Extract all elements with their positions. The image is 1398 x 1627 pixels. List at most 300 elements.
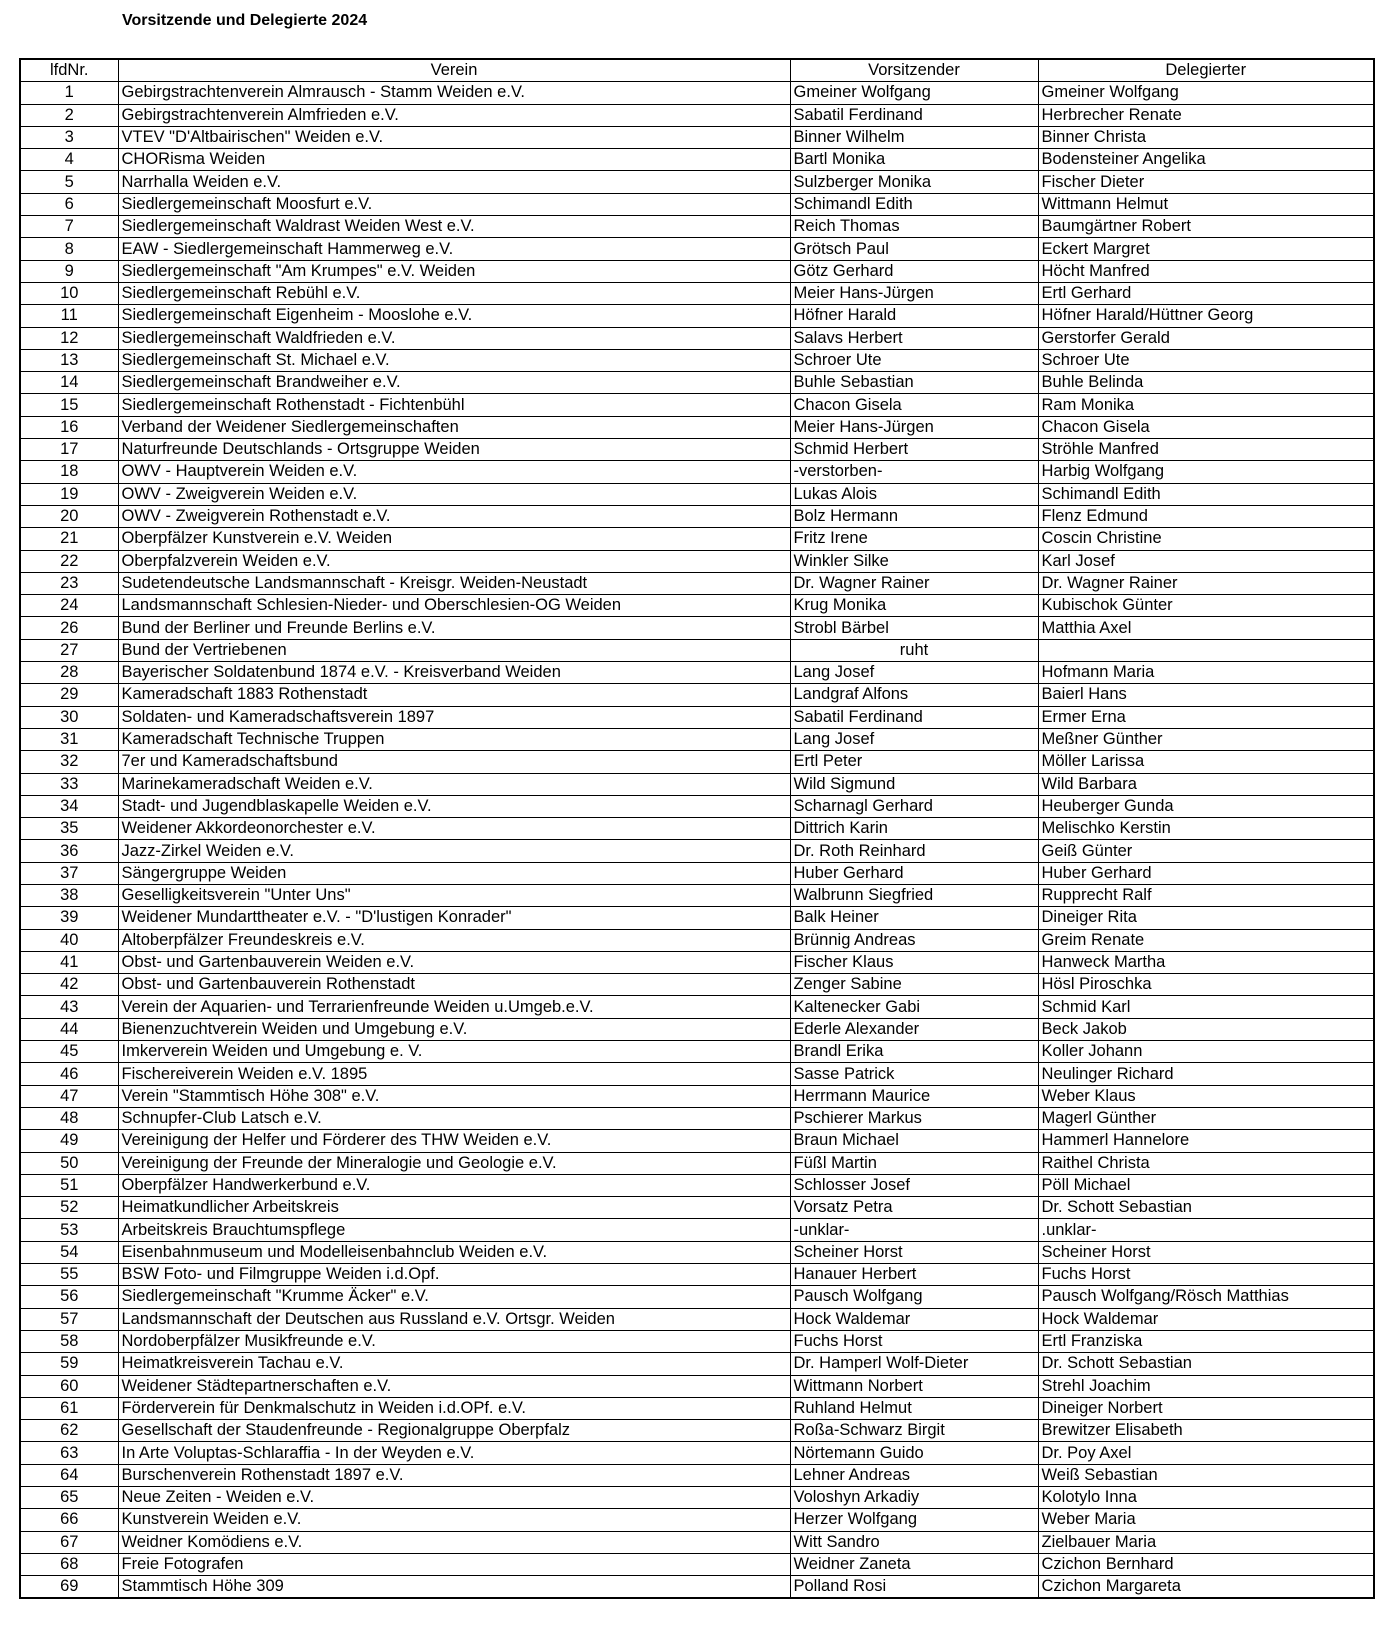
cell-delegierter: Geiß Günter [1038, 840, 1374, 862]
cell-verein: Gesellschaft der Staudenfreunde - Regionalgruppe Oberpfalz [118, 1420, 790, 1442]
cell-vorsitzender: Chacon Gisela [790, 394, 1038, 416]
cell-delegierter: Fischer Dieter [1038, 171, 1374, 193]
cell-verein: Weidener Akkordeonorchester e.V. [118, 818, 790, 840]
table-row [20, 1197, 1374, 1219]
cell-vorsitzender: ruht [790, 639, 1038, 661]
cell-nr: 42 [20, 974, 118, 996]
cell-delegierter: Kolotylo Inna [1038, 1487, 1374, 1509]
cell-delegierter: Kubischok Günter [1038, 595, 1374, 617]
cell-verein: Förderverein für Denkmalschutz in Weiden i.d.OPf. e.V. [118, 1397, 790, 1419]
cell-nr: 61 [20, 1397, 118, 1419]
table-row [20, 1219, 1374, 1241]
cell-nr: 18 [20, 461, 118, 483]
cell-verein: VTEV "D'Altbairischen" Weiden e.V. [118, 126, 790, 148]
table-row [20, 305, 1374, 327]
table-row [20, 282, 1374, 304]
cell-verein: Bund der Berliner und Freunde Berlins e.V. [118, 617, 790, 639]
table-row [20, 439, 1374, 461]
cell-vorsitzender: Huber Gerhard [790, 862, 1038, 884]
cell-delegierter: Eckert Margret [1038, 238, 1374, 260]
cell-nr: 64 [20, 1464, 118, 1486]
cell-nr: 65 [20, 1487, 118, 1509]
table-row [20, 1442, 1374, 1464]
cell-delegierter: Raithel Christa [1038, 1152, 1374, 1174]
cell-verein: Arbeitskreis Brauchtumspflege [118, 1219, 790, 1241]
cell-vorsitzender: Hanauer Herbert [790, 1264, 1038, 1286]
cell-vorsitzender: Landgraf Alfons [790, 684, 1038, 706]
table-row [20, 1041, 1374, 1063]
cell-vorsitzender: Roßa-Schwarz Birgit [790, 1420, 1038, 1442]
cell-vorsitzender: Zenger Sabine [790, 974, 1038, 996]
cell-delegierter: Ertl Gerhard [1038, 282, 1374, 304]
cell-nr: 69 [20, 1576, 118, 1599]
cell-vorsitzender: Winkler Silke [790, 550, 1038, 572]
cell-vorsitzender: Salavs Herbert [790, 327, 1038, 349]
table-row [20, 104, 1374, 126]
cell-nr: 66 [20, 1509, 118, 1531]
cell-nr: 46 [20, 1063, 118, 1085]
cell-verein: Geselligkeitsverein "Unter Uns" [118, 884, 790, 906]
cell-vorsitzender: Meier Hans-Jürgen [790, 282, 1038, 304]
cell-nr: 12 [20, 327, 118, 349]
cell-nr: 23 [20, 572, 118, 594]
cell-nr: 67 [20, 1531, 118, 1553]
delegates-table [19, 58, 1375, 1599]
table-row [20, 951, 1374, 973]
cell-verein: Imkerverein Weiden und Umgebung e. V. [118, 1041, 790, 1063]
cell-vorsitzender: Sulzberger Monika [790, 171, 1038, 193]
cell-vorsitzender: Bartl Monika [790, 149, 1038, 171]
cell-vorsitzender: Gmeiner Wolfgang [790, 82, 1038, 104]
cell-verein: Kameradschaft 1883 Rothenstadt [118, 684, 790, 706]
cell-delegierter: Gerstorfer Gerald [1038, 327, 1374, 349]
table-row [20, 238, 1374, 260]
cell-nr: 24 [20, 595, 118, 617]
cell-nr: 41 [20, 951, 118, 973]
cell-nr: 19 [20, 483, 118, 505]
table-row [20, 193, 1374, 215]
cell-nr: 27 [20, 639, 118, 661]
cell-nr: 44 [20, 1018, 118, 1040]
cell-delegierter: Greim Renate [1038, 929, 1374, 951]
cell-delegierter: Heuberger Gunda [1038, 795, 1374, 817]
table-row [20, 349, 1374, 371]
cell-nr: 56 [20, 1286, 118, 1308]
cell-vorsitzender: Ederle Alexander [790, 1018, 1038, 1040]
table-row [20, 1375, 1374, 1397]
table-row [20, 1487, 1374, 1509]
cell-vorsitzender: Wittmann Norbert [790, 1375, 1038, 1397]
cell-verein: Narrhalla Weiden e.V. [118, 171, 790, 193]
cell-vorsitzender: Wild Sigmund [790, 773, 1038, 795]
table-row [20, 260, 1374, 282]
cell-verein: Siedlergemeinschaft St. Michael e.V. [118, 349, 790, 371]
cell-nr: 34 [20, 795, 118, 817]
cell-verein: Gebirgstrachtenverein Almfrieden e.V. [118, 104, 790, 126]
table-row [20, 1397, 1374, 1419]
cell-verein: Altoberpfälzer Freundeskreis e.V. [118, 929, 790, 951]
cell-verein: Heimatkreisverein Tachau e.V. [118, 1353, 790, 1375]
cell-delegierter: Schmid Karl [1038, 996, 1374, 1018]
cell-delegierter: Ertl Franziska [1038, 1330, 1374, 1352]
table-row [20, 126, 1374, 148]
cell-verein: Siedlergemeinschaft Waldfrieden e.V. [118, 327, 790, 349]
table-body [20, 82, 1374, 1599]
table-row [20, 550, 1374, 572]
table-row [20, 1286, 1374, 1308]
cell-delegierter: Weiß Sebastian [1038, 1464, 1374, 1486]
cell-nr: 53 [20, 1219, 118, 1241]
table-row [20, 1464, 1374, 1486]
cell-verein: Obst- und Gartenbauverein Weiden e.V. [118, 951, 790, 973]
cell-verein: Oberpfalzverein Weiden e.V. [118, 550, 790, 572]
table-row [20, 662, 1374, 684]
cell-delegierter: Meßner Günther [1038, 728, 1374, 750]
cell-verein: Verband der Weidener Siedlergemeinschaften [118, 416, 790, 438]
cell-vorsitzender: Dittrich Karin [790, 818, 1038, 840]
cell-nr: 3 [20, 126, 118, 148]
table-row [20, 818, 1374, 840]
cell-nr: 11 [20, 305, 118, 327]
cell-nr: 7 [20, 216, 118, 238]
cell-nr: 49 [20, 1130, 118, 1152]
table-row [20, 372, 1374, 394]
cell-delegierter: Binner Christa [1038, 126, 1374, 148]
cell-verein: BSW Foto- und Filmgruppe Weiden i.d.Opf. [118, 1264, 790, 1286]
cell-delegierter: Magerl Günther [1038, 1107, 1374, 1129]
cell-verein: Kunstverein Weiden e.V. [118, 1509, 790, 1531]
table-row [20, 639, 1374, 661]
table-row [20, 728, 1374, 750]
cell-delegierter: Fuchs Horst [1038, 1264, 1374, 1286]
cell-verein: Siedlergemeinschaft Brandweiher e.V. [118, 372, 790, 394]
cell-vorsitzender: Scharnagl Gerhard [790, 795, 1038, 817]
cell-delegierter: Harbig Wolfgang [1038, 461, 1374, 483]
cell-delegierter: Melischko Kerstin [1038, 818, 1374, 840]
cell-delegierter: Höfner Harald/Hüttner Georg [1038, 305, 1374, 327]
cell-delegierter: Czichon Margareta [1038, 1576, 1374, 1599]
cell-vorsitzender: Füßl Martin [790, 1152, 1038, 1174]
table-row [20, 528, 1374, 550]
cell-verein: Weidener Mundarttheater e.V. - "D'lustigen Konrader" [118, 907, 790, 929]
cell-verein: Eisenbahnmuseum und Modelleisenbahnclub Weiden e.V. [118, 1241, 790, 1263]
table-row [20, 595, 1374, 617]
cell-delegierter: Beck Jakob [1038, 1018, 1374, 1040]
cell-verein: Obst- und Gartenbauverein Rothenstadt [118, 974, 790, 996]
cell-nr: 38 [20, 884, 118, 906]
table-row [20, 216, 1374, 238]
cell-verein: In Arte Voluptas-Schlaraffia - In der Weyden e.V. [118, 1442, 790, 1464]
cell-verein: Weidner Komödiens e.V. [118, 1531, 790, 1553]
cell-nr: 5 [20, 171, 118, 193]
cell-verein: Siedlergemeinschaft Rebühl e.V. [118, 282, 790, 304]
cell-nr: 14 [20, 372, 118, 394]
cell-delegierter: Rupprecht Ralf [1038, 884, 1374, 906]
cell-verein: Jazz-Zirkel Weiden e.V. [118, 840, 790, 862]
cell-delegierter: Wild Barbara [1038, 773, 1374, 795]
cell-vorsitzender: Lang Josef [790, 662, 1038, 684]
cell-nr: 63 [20, 1442, 118, 1464]
cell-delegierter: Höcht Manfred [1038, 260, 1374, 282]
cell-delegierter: Hock Waldemar [1038, 1308, 1374, 1330]
cell-nr: 40 [20, 929, 118, 951]
cell-delegierter: Dr. Poy Axel [1038, 1442, 1374, 1464]
cell-nr: 33 [20, 773, 118, 795]
table-row [20, 171, 1374, 193]
table-row [20, 1264, 1374, 1286]
cell-vorsitzender: Herzer Wolfgang [790, 1509, 1038, 1531]
table-row [20, 1063, 1374, 1085]
cell-verein: Fischereiverein Weiden e.V. 1895 [118, 1063, 790, 1085]
cell-delegierter: Gmeiner Wolfgang [1038, 82, 1374, 104]
cell-verein: Soldaten- und Kameradschaftsverein 1897 [118, 706, 790, 728]
cell-delegierter: .unklar- [1038, 1219, 1374, 1241]
header-verein: Verein [118, 59, 790, 82]
cell-delegierter: Schroer Ute [1038, 349, 1374, 371]
cell-nr: 16 [20, 416, 118, 438]
cell-delegierter: Neulinger Richard [1038, 1063, 1374, 1085]
cell-verein: CHORisma Weiden [118, 149, 790, 171]
cell-nr: 1 [20, 82, 118, 104]
cell-vorsitzender: Walbrunn Siegfried [790, 884, 1038, 906]
cell-verein: Stammtisch Höhe 309 [118, 1576, 790, 1599]
cell-vorsitzender: Bolz Hermann [790, 505, 1038, 527]
cell-vorsitzender: Sabatil Ferdinand [790, 706, 1038, 728]
cell-delegierter: Matthia Axel [1038, 617, 1374, 639]
cell-nr: 28 [20, 662, 118, 684]
cell-delegierter: Brewitzer Elisabeth [1038, 1420, 1374, 1442]
cell-delegierter: Dineiger Rita [1038, 907, 1374, 929]
cell-nr: 51 [20, 1174, 118, 1196]
table-row [20, 617, 1374, 639]
table-row [20, 461, 1374, 483]
table-row [20, 505, 1374, 527]
cell-verein: Kameradschaft Technische Truppen [118, 728, 790, 750]
cell-nr: 39 [20, 907, 118, 929]
cell-nr: 17 [20, 439, 118, 461]
table-row [20, 1509, 1374, 1531]
cell-verein: Nordoberpfälzer Musikfreunde e.V. [118, 1330, 790, 1352]
cell-vorsitzender: Höfner Harald [790, 305, 1038, 327]
cell-delegierter: Bodensteiner Angelika [1038, 149, 1374, 171]
cell-vorsitzender: Voloshyn Arkadiy [790, 1487, 1038, 1509]
cell-vorsitzender: Schimandl Edith [790, 193, 1038, 215]
cell-vorsitzender: Pausch Wolfgang [790, 1286, 1038, 1308]
cell-nr: 26 [20, 617, 118, 639]
cell-vorsitzender: Meier Hans-Jürgen [790, 416, 1038, 438]
table-row [20, 1353, 1374, 1375]
cell-nr: 6 [20, 193, 118, 215]
cell-vorsitzender: Polland Rosi [790, 1576, 1038, 1599]
cell-vorsitzender: Ruhland Helmut [790, 1397, 1038, 1419]
cell-nr: 13 [20, 349, 118, 371]
cell-delegierter: Karl Josef [1038, 550, 1374, 572]
cell-verein: Oberpfälzer Kunstverein e.V. Weiden [118, 528, 790, 550]
cell-verein: Sängergruppe Weiden [118, 862, 790, 884]
cell-delegierter: Baierl Hans [1038, 684, 1374, 706]
table-header-row [20, 59, 1374, 82]
cell-delegierter: Ram Monika [1038, 394, 1374, 416]
table-row [20, 862, 1374, 884]
table-row [20, 1107, 1374, 1129]
table-row [20, 149, 1374, 171]
cell-vorsitzender: Lehner Andreas [790, 1464, 1038, 1486]
cell-nr: 45 [20, 1041, 118, 1063]
cell-vorsitzender: Sasse Patrick [790, 1063, 1038, 1085]
header-vorsitzender: Vorsitzender [790, 59, 1038, 82]
cell-verein: Verein der Aquarien- und Terrarienfreunde Weiden u.Umgeb.e.V. [118, 996, 790, 1018]
cell-nr: 57 [20, 1308, 118, 1330]
cell-nr: 2 [20, 104, 118, 126]
cell-nr: 30 [20, 706, 118, 728]
cell-delegierter: Coscin Christine [1038, 528, 1374, 550]
cell-vorsitzender: Kaltenecker Gabi [790, 996, 1038, 1018]
cell-delegierter: Zielbauer Maria [1038, 1531, 1374, 1553]
cell-delegierter: Ermer Erna [1038, 706, 1374, 728]
table-row [20, 1018, 1374, 1040]
table-row [20, 82, 1374, 104]
cell-verein: Siedlergemeinschaft Waldrast Weiden West e.V. [118, 216, 790, 238]
cell-verein: Neue Zeiten - Weiden e.V. [118, 1487, 790, 1509]
cell-delegierter: Weber Maria [1038, 1509, 1374, 1531]
cell-vorsitzender: Brandl Erika [790, 1041, 1038, 1063]
cell-vorsitzender: Braun Michael [790, 1130, 1038, 1152]
cell-verein: Sudetendeutsche Landsmannschaft - Kreisgr. Weiden-Neustadt [118, 572, 790, 594]
cell-delegierter: Weber Klaus [1038, 1085, 1374, 1107]
cell-nr: 8 [20, 238, 118, 260]
cell-nr: 60 [20, 1375, 118, 1397]
cell-delegierter: Huber Gerhard [1038, 862, 1374, 884]
cell-nr: 35 [20, 818, 118, 840]
cell-nr: 22 [20, 550, 118, 572]
cell-delegierter: Ströhle Manfred [1038, 439, 1374, 461]
table-row [20, 929, 1374, 951]
cell-verein: Weidener Städtepartnerschaften e.V. [118, 1375, 790, 1397]
cell-delegierter: Flenz Edmund [1038, 505, 1374, 527]
cell-verein: Burschenverein Rothenstadt 1897 e.V. [118, 1464, 790, 1486]
cell-vorsitzender: Buhle Sebastian [790, 372, 1038, 394]
cell-verein: Schnupfer-Club Latsch e.V. [118, 1107, 790, 1129]
cell-vorsitzender: Dr. Wagner Rainer [790, 572, 1038, 594]
cell-nr: 21 [20, 528, 118, 550]
cell-verein: Bund der Vertriebenen [118, 639, 790, 661]
cell-nr: 48 [20, 1107, 118, 1129]
cell-nr: 32 [20, 751, 118, 773]
cell-vorsitzender: Pschierer Markus [790, 1107, 1038, 1129]
cell-vorsitzender: Lukas Alois [790, 483, 1038, 505]
table-row [20, 327, 1374, 349]
cell-delegierter: Czichon Bernhard [1038, 1553, 1374, 1575]
cell-nr: 31 [20, 728, 118, 750]
cell-delegierter: Buhle Belinda [1038, 372, 1374, 394]
cell-verein: Landsmannschaft Schlesien-Nieder- und Oberschlesien-OG Weiden [118, 595, 790, 617]
cell-delegierter: Hanweck Martha [1038, 951, 1374, 973]
cell-delegierter: Dineiger Norbert [1038, 1397, 1374, 1419]
cell-vorsitzender: Fuchs Horst [790, 1330, 1038, 1352]
cell-verein: OWV - Zweigverein Weiden e.V. [118, 483, 790, 505]
cell-nr: 55 [20, 1264, 118, 1286]
cell-verein: Vereinigung der Helfer und Förderer des THW Weiden e.V. [118, 1130, 790, 1152]
cell-delegierter: Strehl Joachim [1038, 1375, 1374, 1397]
cell-vorsitzender: -unklar- [790, 1219, 1038, 1241]
cell-vorsitzender: Herrmann Maurice [790, 1085, 1038, 1107]
cell-verein: Siedlergemeinschaft Eigenheim - Mooslohe e.V. [118, 305, 790, 327]
cell-vorsitzender: Hock Waldemar [790, 1308, 1038, 1330]
cell-delegierter: Herbrecher Renate [1038, 104, 1374, 126]
cell-nr: 52 [20, 1197, 118, 1219]
table-row [20, 1576, 1374, 1599]
cell-verein: Gebirgstrachtenverein Almrausch - Stamm Weiden e.V. [118, 82, 790, 104]
cell-vorsitzender: Witt Sandro [790, 1531, 1038, 1553]
cell-verein: Bienenzuchtverein Weiden und Umgebung e.V. [118, 1018, 790, 1040]
table-row [20, 416, 1374, 438]
cell-nr: 10 [20, 282, 118, 304]
cell-verein: Marinekameradschaft Weiden e.V. [118, 773, 790, 795]
cell-delegierter: Dr. Wagner Rainer [1038, 572, 1374, 594]
table-row [20, 1241, 1374, 1263]
cell-verein: Oberpfälzer Handwerkerbund e.V. [118, 1174, 790, 1196]
cell-nr: 68 [20, 1553, 118, 1575]
cell-vorsitzender: Brünnig Andreas [790, 929, 1038, 951]
cell-verein: 7er und Kameradschaftsbund [118, 751, 790, 773]
cell-vorsitzender: Schmid Herbert [790, 439, 1038, 461]
cell-nr: 43 [20, 996, 118, 1018]
table-row [20, 1330, 1374, 1352]
cell-vorsitzender: Lang Josef [790, 728, 1038, 750]
cell-delegierter: Chacon Gisela [1038, 416, 1374, 438]
table-row [20, 751, 1374, 773]
cell-nr: 36 [20, 840, 118, 862]
cell-vorsitzender: Vorsatz Petra [790, 1197, 1038, 1219]
cell-vorsitzender: Reich Thomas [790, 216, 1038, 238]
table-row [20, 974, 1374, 996]
table-row [20, 1553, 1374, 1575]
table-row [20, 706, 1374, 728]
table-row [20, 483, 1374, 505]
cell-nr: 50 [20, 1152, 118, 1174]
cell-verein: Freie Fotografen [118, 1553, 790, 1575]
cell-verein: Naturfreunde Deutschlands - Ortsgruppe Weiden [118, 439, 790, 461]
table-row [20, 1174, 1374, 1196]
cell-vorsitzender: Götz Gerhard [790, 260, 1038, 282]
cell-vorsitzender: Krug Monika [790, 595, 1038, 617]
cell-nr: 47 [20, 1085, 118, 1107]
cell-vorsitzender: Nörtemann Guido [790, 1442, 1038, 1464]
cell-delegierter: Hofmann Maria [1038, 662, 1374, 684]
cell-vorsitzender: Scheiner Horst [790, 1241, 1038, 1263]
cell-vorsitzender: Sabatil Ferdinand [790, 104, 1038, 126]
cell-nr: 37 [20, 862, 118, 884]
cell-delegierter: Pöll Michael [1038, 1174, 1374, 1196]
cell-nr: 9 [20, 260, 118, 282]
table-row [20, 996, 1374, 1018]
table-row [20, 884, 1374, 906]
cell-verein: EAW - Siedlergemeinschaft Hammerweg e.V. [118, 238, 790, 260]
table-row [20, 684, 1374, 706]
cell-vorsitzender: Fritz Irene [790, 528, 1038, 550]
cell-delegierter: Koller Johann [1038, 1041, 1374, 1063]
cell-verein: OWV - Hauptverein Weiden e.V. [118, 461, 790, 483]
cell-verein: Heimatkundlicher Arbeitskreis [118, 1197, 790, 1219]
header-lfdnr: lfdNr. [20, 59, 118, 82]
cell-vorsitzender: Balk Heiner [790, 907, 1038, 929]
table-row [20, 795, 1374, 817]
cell-delegierter: Hösl Piroschka [1038, 974, 1374, 996]
cell-verein: Bayerischer Soldatenbund 1874 e.V. - Kreisverband Weiden [118, 662, 790, 684]
cell-vorsitzender: Dr. Hamperl Wolf-Dieter [790, 1353, 1038, 1375]
cell-nr: 4 [20, 149, 118, 171]
cell-vorsitzender: Schroer Ute [790, 349, 1038, 371]
